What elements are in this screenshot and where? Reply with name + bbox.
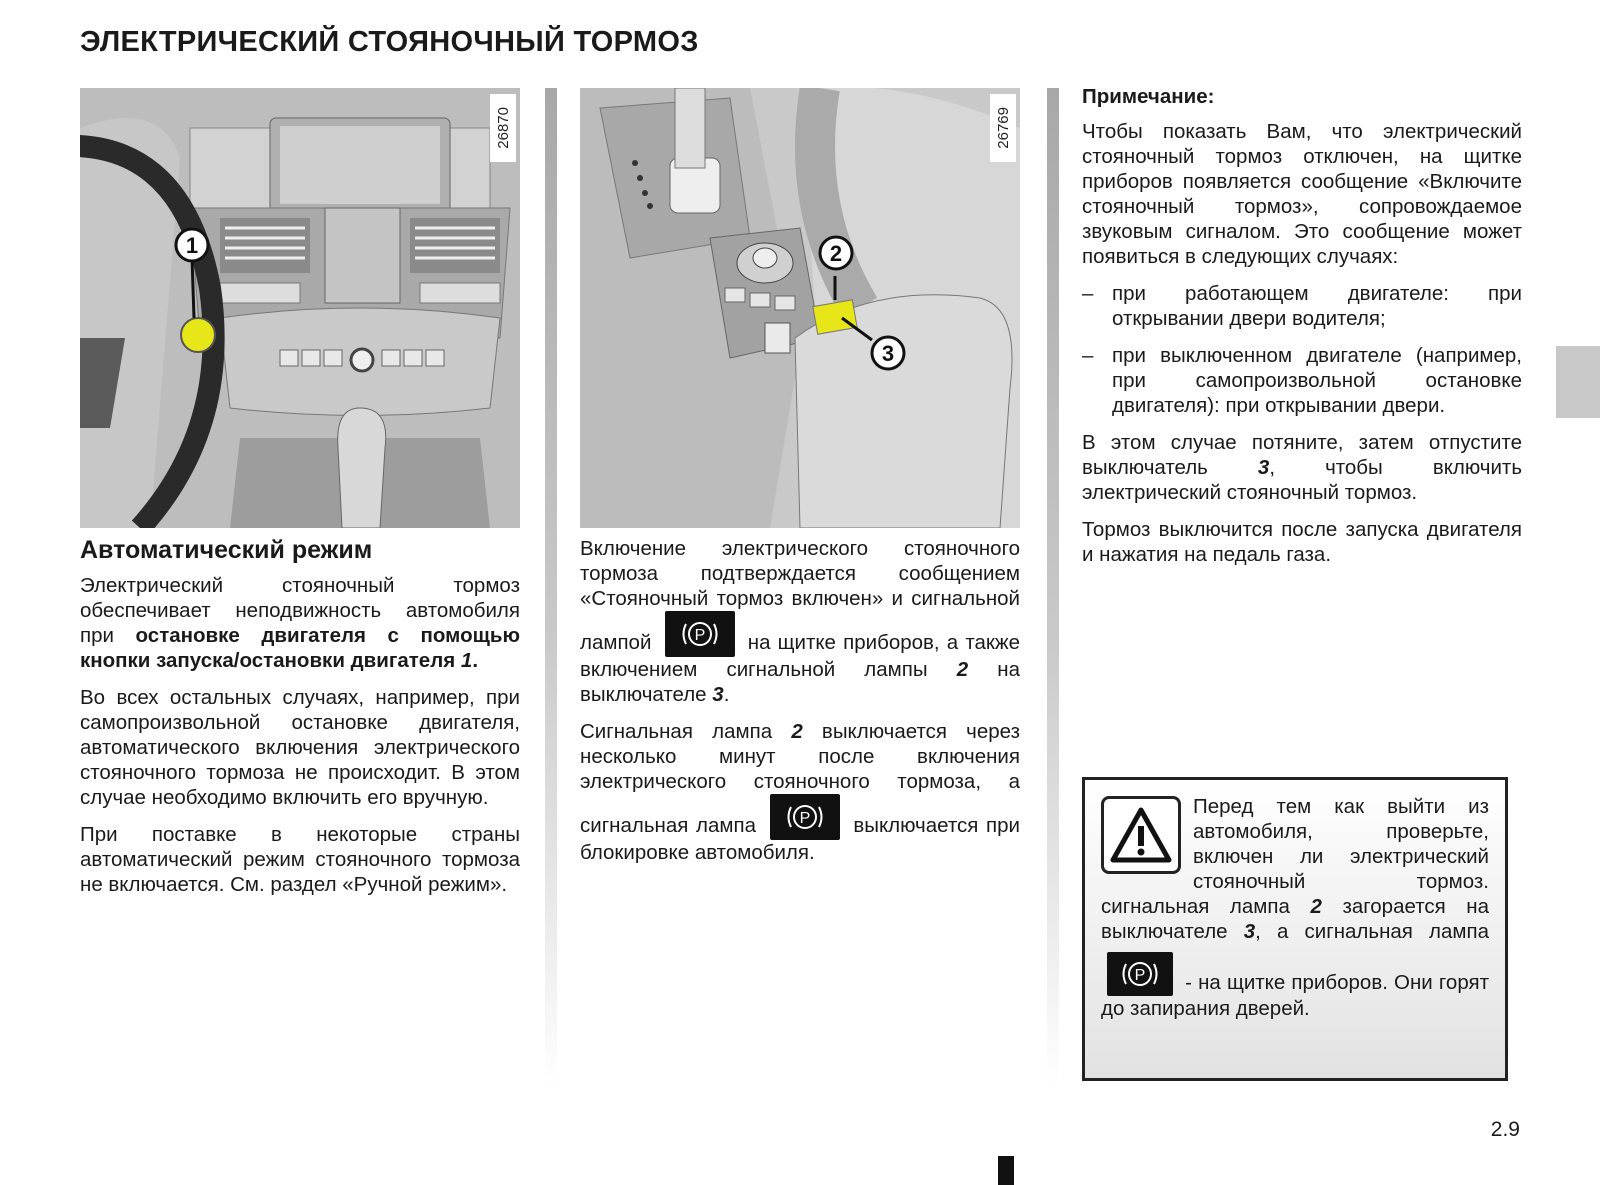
paragraph: Во всех остальных случаях, например, при самопроизвольной остановке двигателя, автоматического включения электрического стояночного тормоза не происходит. В этом случае необходимо включить его вручную. [80,686,520,809]
ref-number: 1 [460,649,473,672]
text: Сигнальная лампа [580,720,792,743]
ref-number: 3 [1257,456,1270,479]
ref-number: 2 [1310,895,1322,918]
paragraph: Тормоз выключится после запуска двигателя и нажатия на педаль газа. [1082,518,1522,566]
callout-1: 1 [185,233,199,258]
callout-2: 2 [829,241,843,266]
parking-brake-icon [1107,952,1173,996]
paragraph [1082,430,1522,505]
text: выключается при блокировке автомобиля. [580,814,1020,864]
text: , чтобы включить электрический стояночный тормоз. [1082,456,1523,504]
ref-number: 3 [712,683,724,706]
list-item-text: при работающем двигателе: при открывании двери водителя; [1112,282,1522,330]
figure-reference-number: 26769 [994,107,1012,149]
paragraph: Чтобы показать Вам, что электрический стояночный тормоз отключен, на щитке приборов появляется сообщение «Включите стояночный тормоз», сопровождаемое звуковым сигналом. Это сообщение может появиться в следующих случаях: [1082,120,1522,268]
paragraph [80,573,520,673]
page-marker [998,1156,1014,1185]
list-item-text: при выключенном двигателе (например, при самопроизвольной остановке двигателя): при открывании двери. [1112,344,1522,417]
page-title: ЭЛЕКТРИЧЕСКИЙ СТОЯНОЧНЫЙ ТОРМОЗ [80,26,699,58]
text: . [472,649,479,672]
list-item [1082,343,1522,418]
warning-triangle-icon [1101,796,1181,874]
ref-number: 2 [791,720,803,743]
figure-console [580,88,1020,528]
svg-text:P: P [694,627,705,644]
column-3 [1082,84,1522,579]
section-heading: Автоматический режим [80,536,373,564]
callout-3: 3 [881,341,895,366]
list-dash: – [1082,344,1094,367]
text: В этом случае потяните, затем отпустите выключатель [1082,431,1522,479]
chapter-tab [1556,346,1600,418]
warning-box [1082,777,1508,1081]
console-illustration [580,88,1020,528]
text: Перед тем как выйти из автомобиля, проверьте, включен ли электрический стояночный тормоз. сигнальная лампа [1101,795,1489,918]
note-title: Примечание: [1082,85,1215,108]
figure-reference-number: 26870 [494,107,512,149]
figure-reference [490,94,516,162]
bold-text: остановке двигателя с помощью кнопки запуска/остановки двигателя [80,624,520,672]
paragraph [580,536,1020,707]
text: , а сигнальная лампа [1255,920,1489,943]
text: Включение электрического стояночного тормоза подтверждается сообщением «Стояночный тормоз включен» и сигнальной лампой [580,537,1020,654]
start-stop-button-highlight [181,318,215,352]
text: на выключателе [580,658,1020,706]
paragraph [580,719,1020,865]
column-1 [80,88,520,909]
paragraph: При поставке в некоторые страны автоматический режим стояночного тормоза не включается. См. раздел «Ручной режим». [80,823,520,896]
parking-brake-icon [665,611,735,657]
ref-number: 3 [1243,920,1256,943]
text: выключается через несколько минут после включения электрического стояночного тормоза, а сигнальная лампа [580,720,1020,837]
list-item [1082,281,1522,331]
column-divider [545,88,557,1088]
column-divider [1047,88,1059,1088]
text: Электрический стояночный тормоз обеспечивает неподвижность автомобиля при [80,574,520,647]
svg-text:P: P [799,810,811,827]
ref-number: 2 [956,658,969,681]
svg-text:P: P [1134,967,1146,984]
text: - на щитке приборов. Они горят до запирания дверей. [1101,971,1489,1020]
figure-reference [990,94,1016,162]
text: на щитке приборов, а также включением сигнальной лампы [580,631,1020,681]
text: . [723,683,730,706]
parking-brake-icon [770,794,840,840]
page-number: 2.9 [1490,1118,1520,1141]
text: загорается на выключателе [1101,895,1489,943]
dashboard-illustration [80,88,520,528]
column-2 [580,88,1020,877]
list-dash: – [1082,282,1094,305]
figure-dashboard [80,88,520,528]
